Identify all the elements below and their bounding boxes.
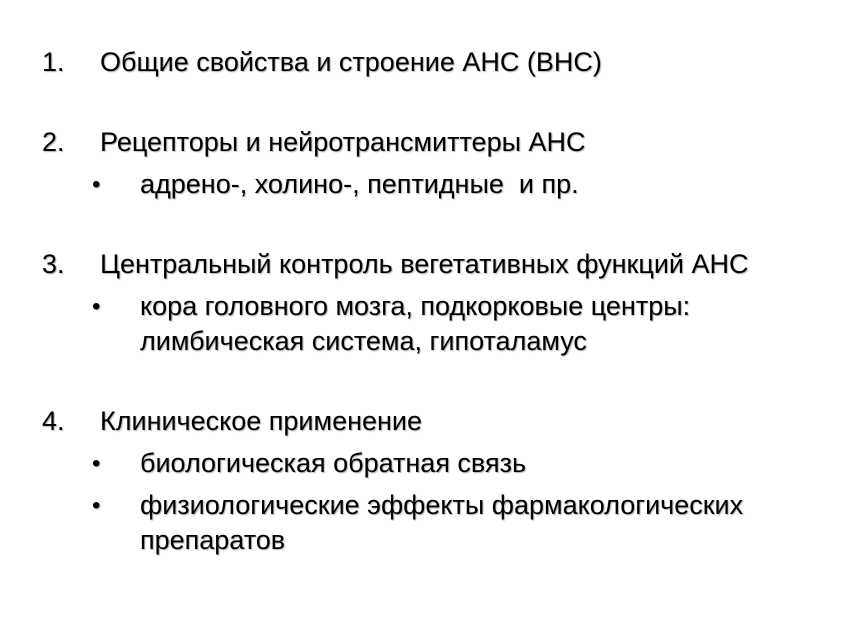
- list-item-2-bullet-1: [92, 167, 811, 202]
- bullet-text: биологическая обратная связь: [140, 448, 527, 478]
- bullet-text: кора головного мозга, подкорковые центры: лимбическая система, гипоталамус: [140, 291, 698, 356]
- list-item-4-bullet-1: [92, 446, 811, 481]
- item-text: Рецепторы и нейротрансмиттеры АНС: [100, 127, 586, 157]
- item-number: 4.: [42, 406, 65, 436]
- item-number: 1.: [42, 47, 65, 77]
- outline-list: [42, 45, 811, 558]
- list-item-3: [42, 247, 811, 282]
- bullet-icon: •: [92, 450, 101, 477]
- item-number: 2.: [42, 127, 65, 157]
- list-item-4-bullet-2: [92, 488, 811, 558]
- item-number: 3.: [42, 249, 65, 279]
- item-text: Клиническое применение: [100, 406, 423, 436]
- bullet-icon: •: [92, 171, 101, 198]
- list-item-4: [42, 404, 811, 439]
- list-item-1: [42, 45, 811, 80]
- bullet-icon: •: [92, 492, 101, 519]
- list-item-3-bullet-1: [92, 289, 811, 359]
- list-item-2: [42, 125, 811, 160]
- bullet-text: адрено-, холино-, пептидные и пр.: [140, 169, 579, 199]
- item-text: Центральный контроль вегетативных функций АНС: [100, 249, 749, 279]
- item-text: Общие свойства и строение АНС (ВНС): [100, 47, 602, 77]
- bullet-icon: •: [92, 293, 101, 320]
- bullet-text: физиологические эффекты фармакологических препаратов: [140, 490, 751, 555]
